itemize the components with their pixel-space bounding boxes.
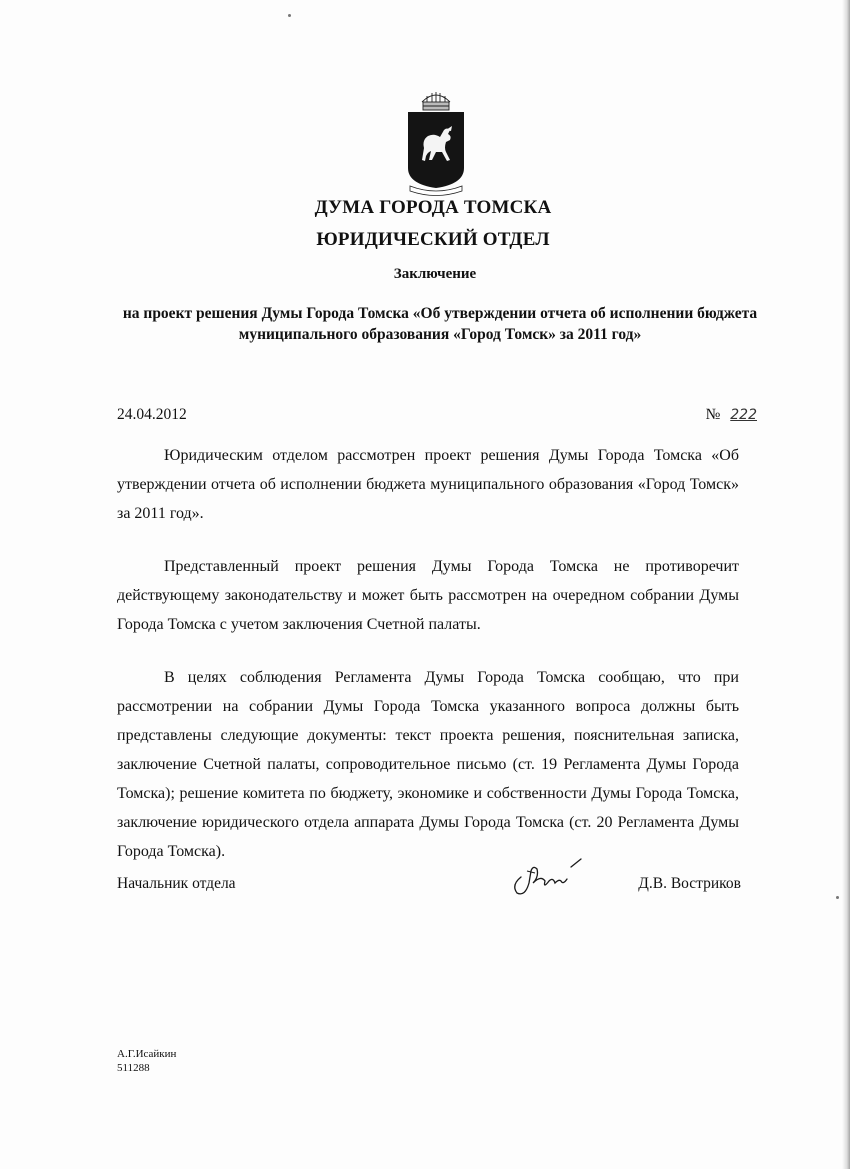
scan-speck [836, 896, 839, 899]
body-paragraph: Юридическим отделом рассмотрен проект решения Думы Города Томска «Об утверждении отчета об исполнении бюджета муниципального образования «Город Томск» за 2011 год». [117, 447, 739, 522]
handwritten-signature-icon [507, 851, 587, 901]
body-paragraph: В целях соблюдения Регламента Думы Города Томска сообщаю, что при рассмотрении на собрании Думы Города Томска указанного вопроса должны быть представлены следующие документы: текст проекта решения, пояснительная записка, заключение Счетной палаты, сопроводительное письмо (ст. 19 Регламента Думы Города Томска); решение комитета по бюджету, экономике и собственности Думы Города Томска, заключение юридического отдела аппарата Думы Города Томска (ст. 20 Регламента Думы Города Томска). [117, 669, 739, 860]
document-date: 24.04.2012 [117, 406, 187, 423]
signatory-name: Д.В. Востриков [638, 875, 741, 892]
document-subject: на проект решения Думы Города Томска «Об утверждении отчета об исполнении бюджета муниципального образования «Город Томск» за 2011 год» [122, 305, 758, 343]
signatory-role: Начальник отдела [117, 875, 236, 892]
number-label: № [705, 406, 721, 423]
document-type: Заключение [393, 266, 477, 282]
scan-speck [288, 14, 291, 17]
executor-block [117, 1047, 176, 1075]
scan-edge-shadow [842, 0, 850, 1169]
body-paragraph: Представленный проект решения Думы Города Томска не противоречит действующему законодательству и может быть рассмотрен на очередном собрании Думы Города Томска с учетом заключения Счетной палаты. [117, 558, 739, 633]
executor-name: А.Г.Исайкин [117, 1048, 177, 1060]
tomsk-coat-of-arms-icon [404, 90, 468, 200]
document-number [706, 406, 757, 424]
org-name: ДУМА ГОРОДА ТОМСКА [314, 197, 552, 218]
signature-block [117, 873, 741, 899]
document-body [117, 441, 739, 890]
number-value: 222 [730, 407, 757, 423]
department-name: ЮРИДИЧЕСКИЙ ОТДЕЛ [316, 229, 550, 250]
executor-phone: 511288 [117, 1062, 150, 1074]
date-number-row [117, 406, 757, 428]
